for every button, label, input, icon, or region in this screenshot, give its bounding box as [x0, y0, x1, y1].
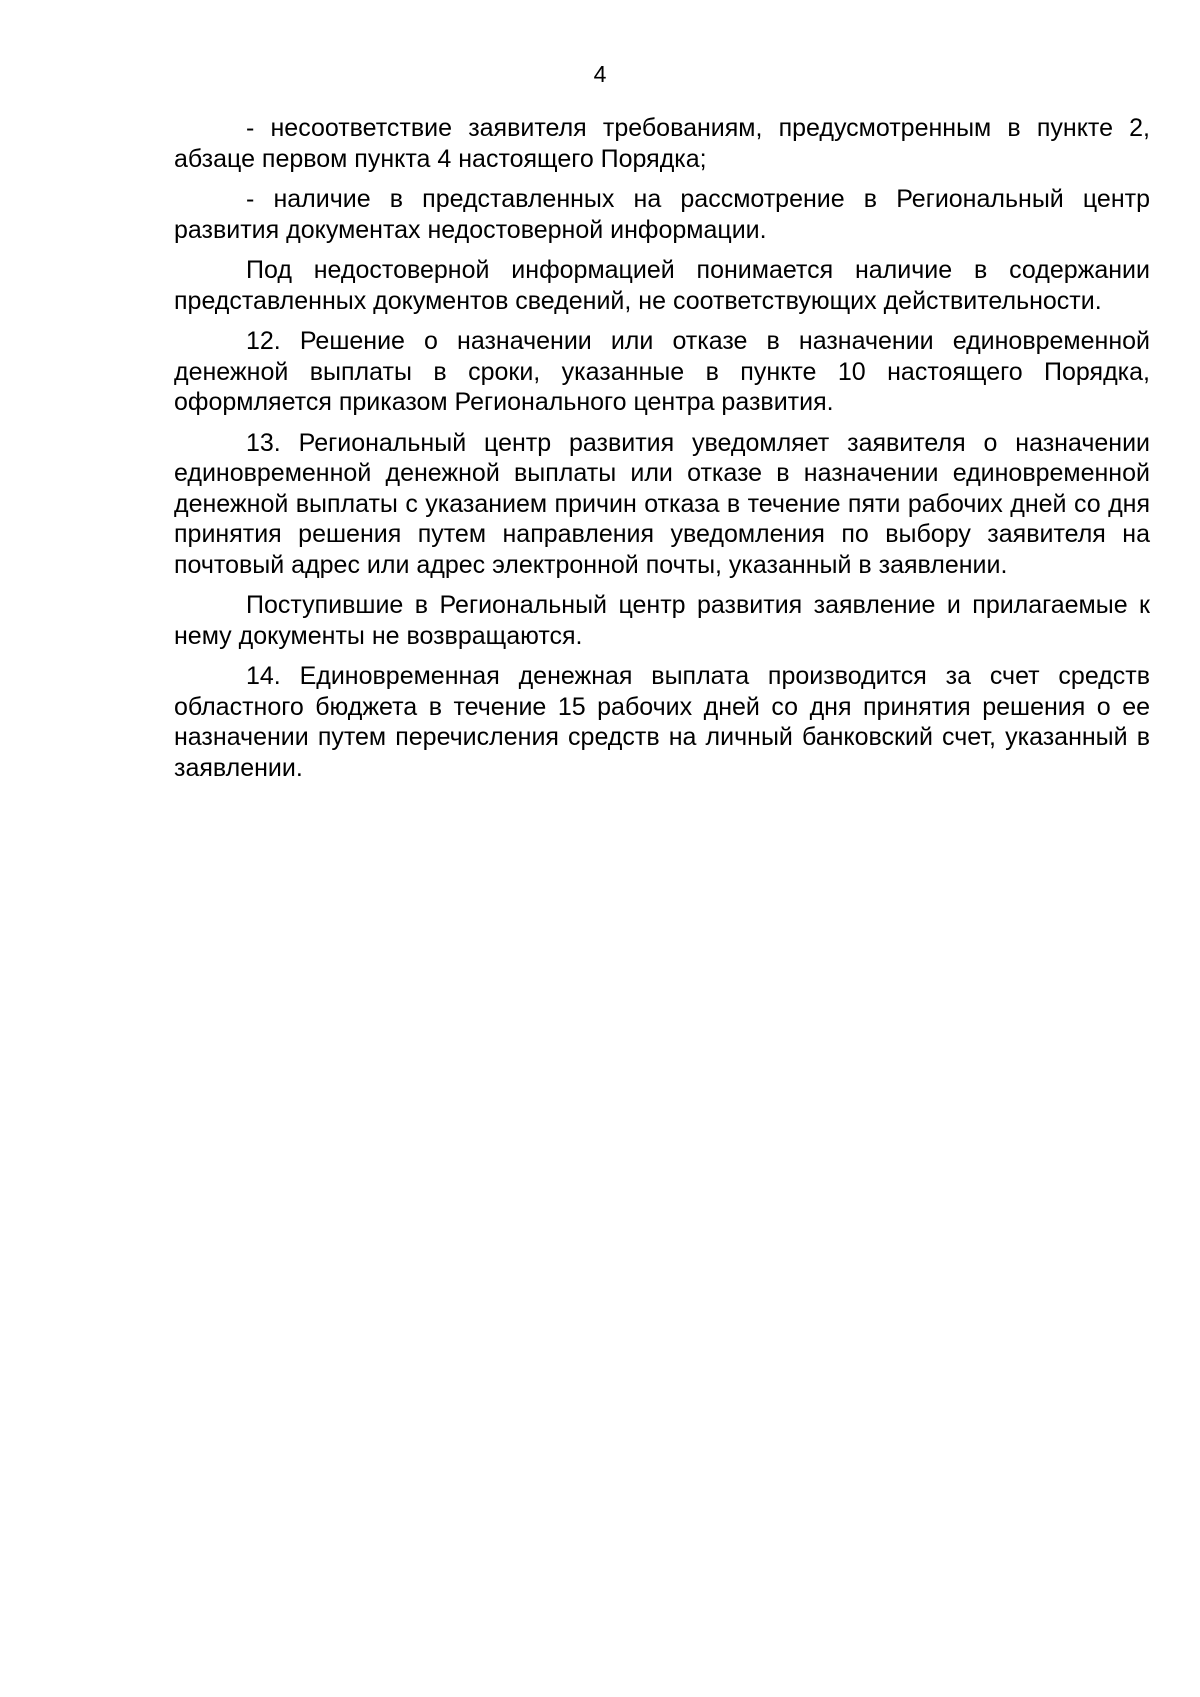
paragraph-clause-12: 12. Решение о назначении или отказе в назначении единовременной денежной выплаты в сроки, указанные в пункте 10 настоящего Порядка, оформляется приказом Регионального центра развития.: [174, 327, 1150, 416]
paragraph-false-info-definition: Под недостоверной информацией понимается наличие в содержании представленных документов сведений, не соответствующих действительности.: [174, 256, 1150, 315]
paragraph-documents-not-returned: Поступившие в Региональный центр развития заявление и прилагаемые к нему документы не возвращаются.: [174, 591, 1150, 650]
page-number: 4: [593, 61, 607, 87]
paragraph-clause-14: 14. Единовременная денежная выплата производится за счет средств областного бюджета в течение 15 рабочих дней со дня принятия решения о ее назначении путем перечисления средств на личный банковский счет, указанный в заявлении.: [174, 662, 1150, 782]
document-body: [174, 113, 1150, 793]
paragraph-rejection-reason-false-info: - наличие в представленных на рассмотрение в Региональный центр развития документах недостоверной информации.: [174, 185, 1150, 244]
paragraph-clause-13: 13. Региональный центр развития уведомляет заявителя о назначении единовременной денежной выплаты или отказе в назначении единовременной денежной выплаты с указанием причин отказа в течение пяти рабочих дней со дня принятия решения путем направления уведомления по выбору заявителя на почтовый адрес или адрес электронной почты, указанный в заявлении.: [174, 428, 1150, 579]
paragraph-rejection-reason-requirements: - несоответствие заявителя требованиям, предусмотренным в пункте 2, абзаце первом пункта 4 настоящего Порядка;: [174, 114, 1150, 173]
